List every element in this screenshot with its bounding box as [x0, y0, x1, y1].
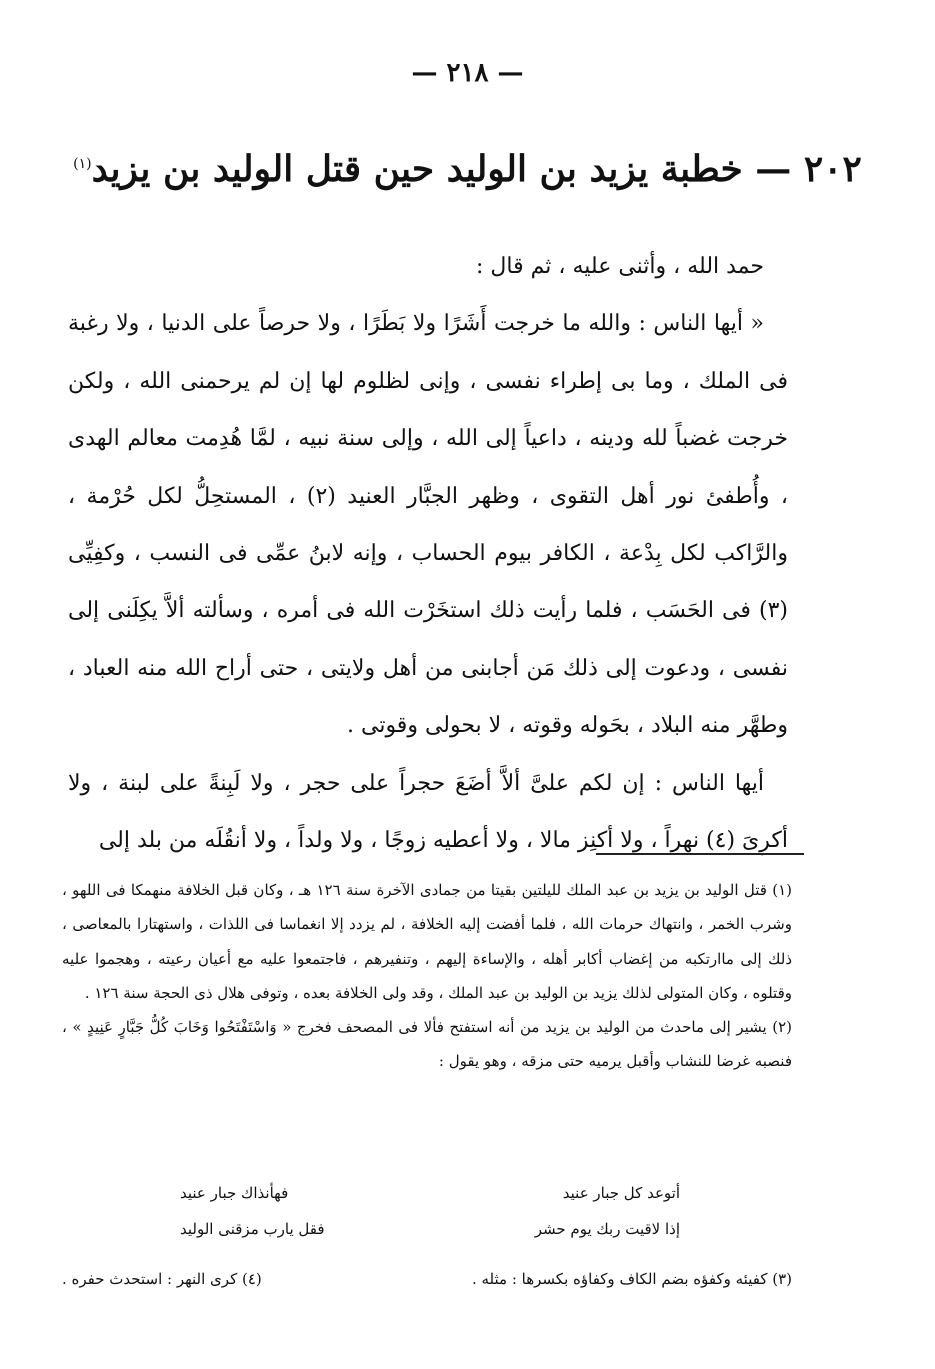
poem-verses	[180, 1175, 680, 1247]
paragraph-main: « أيها الناس : والله ما خرجت أَشَرًا ولا بَطَرًا ، ولا حرصاً على الدنيا ، ولا رغبة فى الملك ، وما بى إطراء نفسى ، وإنى لظلوم لها إن لم يرحمنى الله ، ولكن خرجت غضباً لله ودينه ، داعياً إلى الله ، وإلى سنة نبيه ، لمَّا هُدِمت معالم الهدى ، وأُطفئ نور أهل التقوى ، وظهر الجبَّار العنيد (٢) ، المستحِلُّ لكل حُرْمة ، والرَّاكب لكل بِدْعة ، الكافر بيوم الحساب ، وإنه لابنُ عمِّى فى النسب ، وكفِيِّى (٣) فى الحَسَب ، فلما رأيت ذلك استخَرْت الله فى أمره ، وسألته ألاَّ يكِلَنى إلى نفسى ، ودعوت إلى ذلك مَن أجابنى من أهل ولايتى ، حتى أراح الله منه العباد ، وطهَّر منه البلاد ، بحَوله وقوته ، لا بحولى وقوتى .	[68, 311, 788, 739]
verse-line	[180, 1211, 680, 1247]
footnotes-3-4	[62, 1262, 792, 1296]
title-text: ٢٠٢ — خطبة يزيد بن الوليد حين قتل الوليد بن يزيد	[91, 148, 862, 190]
footnotes	[62, 873, 792, 1079]
verse-hemistich: إذا لاقيت ربك يوم حشر	[534, 1220, 680, 1238]
footnote-4: (٤) كرى النهر : استحدث حفره .	[62, 1270, 262, 1288]
footnote-1: (١) قتل الوليد بن يزيد بن عبد الملك لليلتين بقيتا من جمادى الآخرة سنة ١٢٦ هـ ، وكان قبل الخلافة منهمكا فى اللهو ، وشرب الخمر ، وانتهاك حرمات الله ، فلما أفضت إليه الخلافة ، لم يزدد إلا انغماسا فى اللذات ، واستهتارا بالمعاصى ، ذلك إلى ماارتكبه من إغضاب أكابر أهله ، والإساءة إليهم ، وتنفيرهم ، فاجتمعوا عليه مع أعيان رعيته ، وهجموا عليه وقتلوه ، وكان المتولى لذلك يزيد بن الوليد بن عبد الملك ، وقد ولى الخلافة بعده ، وتوفى هلال ذى الحجة سنة ١٢٦ .	[62, 881, 792, 1002]
footnote-divider	[596, 853, 804, 855]
paragraph-intro: حمد الله ، وأثنى عليه ، ثم قال :	[476, 254, 764, 279]
speech-text	[68, 238, 788, 869]
verse-line	[180, 1175, 680, 1211]
title-footnote-mark: (١)	[73, 156, 92, 172]
verse-hemistich: أتوعد كل جبار عنيد	[562, 1184, 680, 1202]
paragraph-obligations: أيها الناس : إن لكم علىَّ ألاَّ أضَعَ حجراً على حجر ، ولا لَبِنةً على لبنة ، ولا أكرِىَ (٤) نهراً ، ولا أكنِز مالا ، ولا أعطيه زوجًا ، ولا ولداً ، ولا أنقُلَه من بلد إلى	[68, 770, 788, 854]
footnote-2: (٢) يشير إلى ماحدث من الوليد بن يزيد من أنه استفتح فألا فى المصحف فخرج « وَاسْتَفْتَحُوا وَخَابَ كُلُّ جَبَّارٍ عَنِيدٍ » ، فنصبه غرضا للنشاب وأقبل يرميه حتى مزقه ، وهو يقول :	[62, 1018, 793, 1071]
verse-hemistich: فقل يارب مزقنى الوليد	[180, 1220, 325, 1238]
footnote-3: (٣) كفيئه وكفؤه بضم الكاف وكفاؤه بكسرها : مثله .	[471, 1270, 792, 1288]
page-number: — ٢١٨ —	[411, 58, 524, 88]
verse-hemistich: فهأنذاك جبار عنيد	[180, 1184, 289, 1202]
page-title	[60, 148, 875, 190]
